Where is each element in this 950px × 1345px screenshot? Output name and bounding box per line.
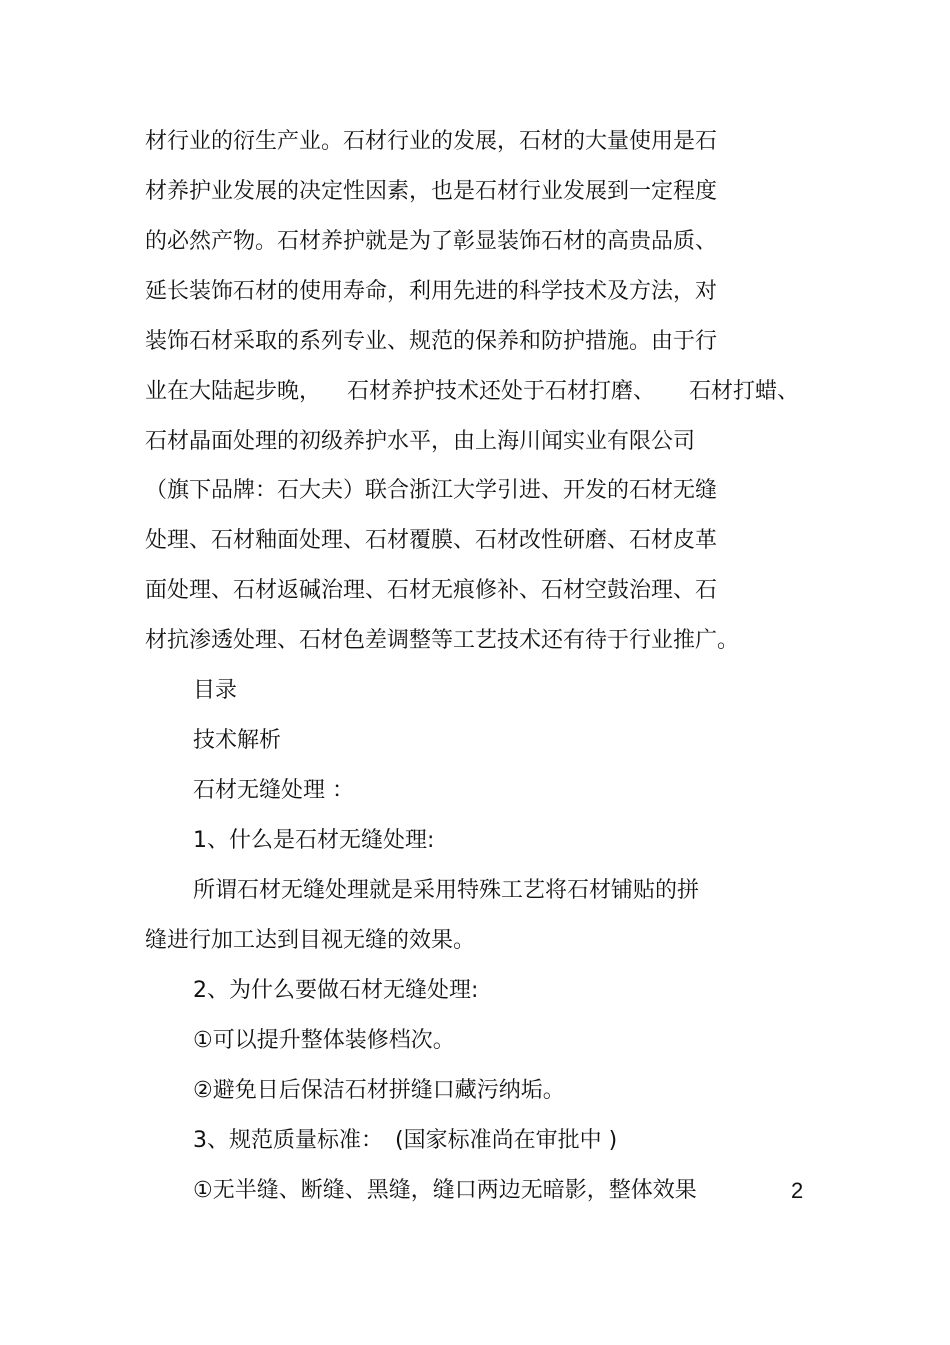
paragraph-fragment: 业在大陆起步晚，: [145, 379, 322, 404]
paragraph-line: 装饰石材采取的系列专业、规范的保养和防护措施。由于行: [145, 329, 718, 354]
answer-3-item: ①无半缝、断缝、黑缝，缝口两边无暗影，整体效果: [193, 1178, 697, 1203]
paragraph-line: 材行业的衍生产业。石材行业的发展，石材的大量使用是石: [145, 129, 718, 154]
answer-1-line: 所谓石材无缝处理就是采用特殊工艺将石材铺贴的拼: [193, 878, 700, 903]
question-3-note: (国家标准尚在审批中 ): [395, 1128, 618, 1153]
paragraph-line: 材抗渗透处理、石材色差调整等工艺技术还有待于行业推广。: [145, 628, 740, 653]
page-number: 2: [791, 1178, 804, 1203]
paragraph-line: （旗下品牌：石大夫）联合浙江大学引进、开发的石材无缝: [145, 478, 718, 503]
paragraph-line: 处理、石材釉面处理、石材覆膜、石材改性研磨、石材皮革: [145, 528, 718, 553]
paragraph-fragment: 石材打蜡、: [689, 379, 800, 404]
section-heading: 技术解析: [193, 728, 282, 753]
paragraph-line: 材养护业发展的决定性因素，也是石材行业发展到一定程度: [145, 179, 718, 204]
question-3-label: 3、规范质量标准：: [193, 1128, 383, 1153]
answer-2-item: ①可以提升整体装修档次。: [193, 1028, 455, 1053]
question-3: [193, 1127, 617, 1155]
subsection-heading: 石材无缝处理 ：: [193, 778, 354, 803]
question-1: 1、什么是石材无缝处理:: [193, 828, 435, 853]
answer-1-line: 缝进行加工达到目视无缝的效果。: [145, 928, 476, 953]
answer-2-item: ②避免日后保洁石材拼缝口藏污纳垢。: [193, 1078, 565, 1103]
paragraph-line: 延长装饰石材的使用寿命，利用先进的科学技术及方法，对: [145, 279, 718, 304]
paragraph-fragment: 石材养护技术还处于石材打磨、: [347, 379, 656, 404]
paragraph-line: 面处理、石材返碱治理、石材无痕修补、石材空鼓治理、石: [145, 578, 718, 603]
paragraph-line: 石材晶面处理的初级养护水平，由上海川闻实业有限公司: [145, 429, 696, 454]
question-2: 2、为什么要做石材无缝处理:: [193, 978, 479, 1003]
paragraph-line: 的必然产物。石材养护就是为了彰显装饰石材的高贵品质、: [145, 229, 718, 254]
paragraph-line-split: [145, 378, 799, 406]
toc-heading: 目录: [193, 678, 238, 703]
